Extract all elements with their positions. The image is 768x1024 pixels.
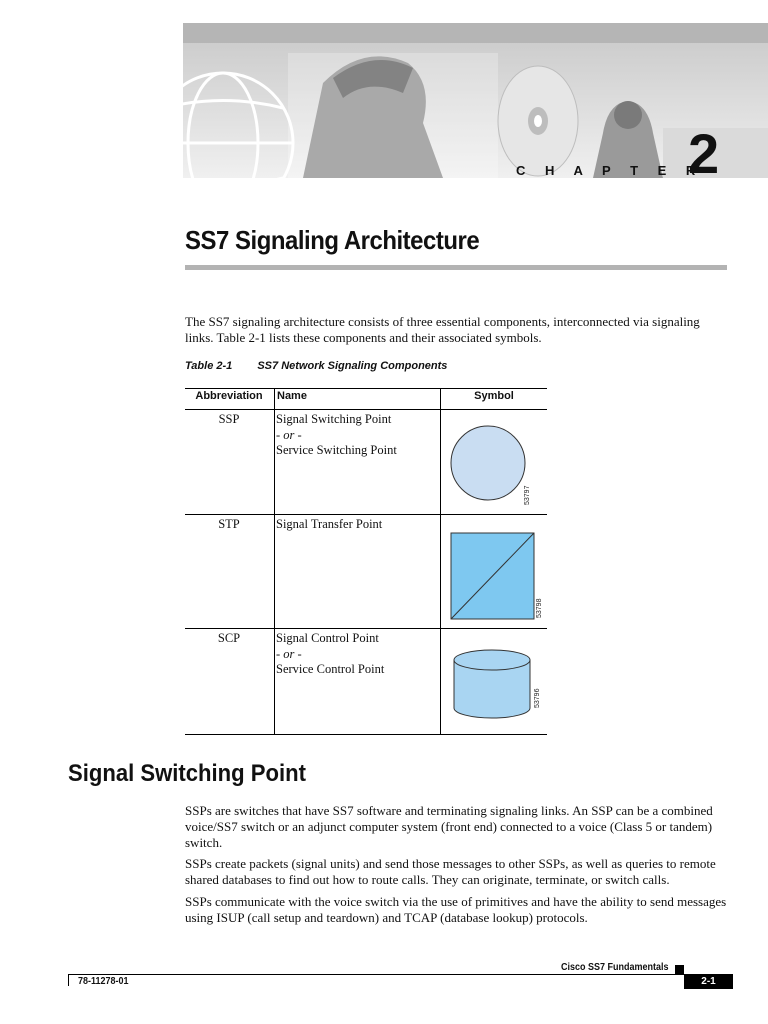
row-ssp-figure-id: 53797 <box>524 485 531 505</box>
chapter-label: C H A P T E R <box>516 163 704 178</box>
table-caption-title: SS7 Network Signaling Components <box>257 360 448 372</box>
table-caption-label: Table 2-1 <box>185 360 233 372</box>
footer-book-title: Cisco SS7 Fundamentals <box>561 962 669 973</box>
footer-rule <box>68 974 733 975</box>
table-rule-bottom <box>185 734 547 735</box>
header-name: Name <box>277 390 307 402</box>
title-rule <box>185 265 727 270</box>
table-column-divider <box>274 388 275 735</box>
header-abbreviation: Abbreviation <box>195 390 263 402</box>
row-scp-abbreviation: SCP <box>217 631 241 645</box>
table-column-divider <box>440 388 441 735</box>
section-paragraph: SSPs communicate with the voice switch via the use of primitives and have the ability to send messages using ISUP (call setup and teardown) and TCAP (database lookup) protocols. <box>185 894 727 925</box>
row-stp-abbreviation: STP <box>218 517 240 531</box>
table-rule-row <box>185 628 547 629</box>
table-rule-header <box>185 409 547 410</box>
table-caption <box>185 360 447 372</box>
table-rule-row <box>185 514 547 515</box>
row-scp-or: - or - <box>276 646 302 661</box>
page-title: SS7 Signaling Architecture <box>185 225 480 255</box>
table-rule-top <box>185 388 547 389</box>
row-ssp-abbreviation: SSP <box>218 412 240 426</box>
row-scp-name <box>276 631 384 678</box>
disc-graphic <box>498 66 578 176</box>
circle-icon <box>450 423 530 505</box>
row-stp-figure-id: 53798 <box>536 598 543 618</box>
row-ssp-or: - or - <box>276 427 302 442</box>
section-paragraph: SSPs create packets (signal units) and send those messages to other SSPs, as well as queries to remote shared databases to find out how to route calls. They can originate, terminate, or switch calls. <box>185 856 716 887</box>
header-symbol: Symbol <box>474 390 514 402</box>
intro-paragraph: The SS7 signaling architecture consists of three essential components, interconnected via signaling links. Table 2-1 lists these components and their associated symbols. <box>185 314 700 345</box>
footer-doc-number: 78-11278-01 <box>78 976 129 987</box>
chapter-banner-image <box>183 23 768 178</box>
footer-marker <box>675 965 684 974</box>
cylinder-icon <box>452 648 532 720</box>
section-title: Signal Switching Point <box>68 760 306 787</box>
row-stp-name: Signal Transfer Point <box>276 517 383 531</box>
chapter-number: 2 <box>688 122 720 185</box>
row-scp-name-primary: Signal Control Point <box>276 631 379 645</box>
section-paragraph: SSPs are switches that have SS7 software and terminating signaling links. An SSP can be a combined voice/SS7 switch or an adjunct computer system (front end) connected to a voice (Class 5 or tandem) switch. <box>185 803 713 850</box>
footer-page-number: 2-1 <box>684 975 733 989</box>
row-scp-figure-id: 53796 <box>534 688 541 708</box>
row-ssp-name-primary: Signal Switching Point <box>276 412 392 426</box>
row-ssp-name-alt: Service Switching Point <box>276 443 397 457</box>
row-ssp-name <box>276 412 397 459</box>
footer-tick <box>68 974 69 986</box>
square-icon <box>450 532 536 620</box>
row-scp-name-alt: Service Control Point <box>276 662 385 676</box>
